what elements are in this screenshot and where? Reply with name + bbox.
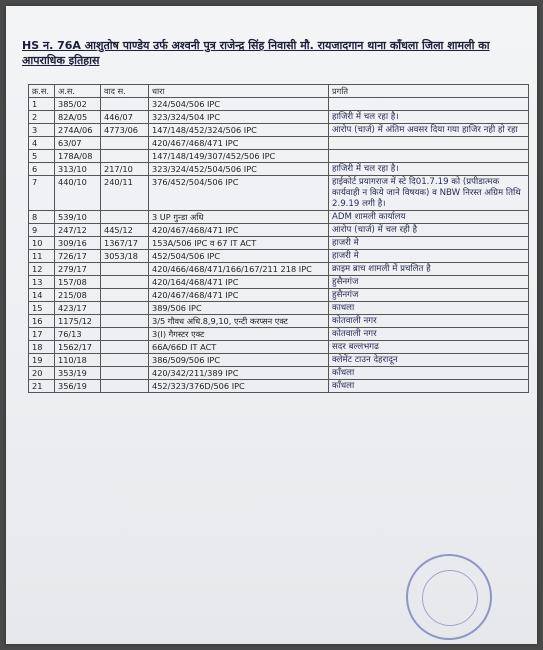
official-seal	[406, 554, 492, 640]
row-serial: 19	[29, 354, 55, 367]
table-row	[29, 380, 529, 393]
row-suit-number	[101, 150, 149, 163]
row-sections: 420/466/468/471/166/167/211 218 IPC	[149, 263, 329, 276]
row-serial: 6	[29, 163, 55, 176]
row-serial: 8	[29, 211, 55, 224]
row-case-number: 110/18	[55, 354, 101, 367]
row-suit-number	[101, 328, 149, 341]
row-suit-number	[101, 315, 149, 328]
table-row	[29, 98, 529, 111]
row-case-number: 274A/06	[55, 124, 101, 137]
column-header-suit-number: वाद स.	[101, 85, 149, 98]
table-row	[29, 263, 529, 276]
document-page	[6, 6, 537, 644]
row-progress: कोतवाली नगर	[329, 328, 529, 341]
table-row	[29, 137, 529, 150]
row-sections: 452/323/376D/506 IPC	[149, 380, 329, 393]
row-progress: क्राइम ब्राच शामली में प्रचलित है	[329, 263, 529, 276]
row-serial: 18	[29, 341, 55, 354]
row-serial: 11	[29, 250, 55, 263]
table-header-row	[29, 85, 529, 98]
table-row	[29, 302, 529, 315]
column-header-progress: प्रगति	[329, 85, 529, 98]
row-case-number: 279/17	[55, 263, 101, 276]
row-sections: 323/324/504 IPC	[149, 111, 329, 124]
row-serial: 14	[29, 289, 55, 302]
row-progress: सदर बल्लभगढ	[329, 341, 529, 354]
row-progress: काँधला	[329, 380, 529, 393]
row-progress: आरोप (चार्ज) में चल रही है	[329, 224, 529, 237]
row-sections: 147/148/149/307/452/506 IPC	[149, 150, 329, 163]
row-case-number: 356/19	[55, 380, 101, 393]
row-sections: 3/5 गौवध अधि.8,9,10, एन्टी करप्सन एक्ट	[149, 315, 329, 328]
row-suit-number	[101, 211, 149, 224]
table-row	[29, 176, 529, 211]
row-progress	[329, 98, 529, 111]
table-row	[29, 276, 529, 289]
row-case-number: 726/17	[55, 250, 101, 263]
column-header-sections: धारा	[149, 85, 329, 98]
row-serial: 16	[29, 315, 55, 328]
row-sections: 323/324/452/504/506 IPC	[149, 163, 329, 176]
row-case-number: 539/10	[55, 211, 101, 224]
column-header-case-number: अ.स.	[55, 85, 101, 98]
row-case-number: 423/17	[55, 302, 101, 315]
row-serial: 20	[29, 367, 55, 380]
row-sections: 420/467/468/471 IPC	[149, 224, 329, 237]
table-row	[29, 163, 529, 176]
table-row	[29, 250, 529, 263]
row-progress: हाईकोर्ट प्रयागराज में स्टे दि01.7.19 को (प्रपीडात्मक कार्यवाही न किये जाने विषयक) व NBW निरस्त अग्रिम तिथि 2.9.19 लगी है।	[329, 176, 529, 211]
row-case-number: 247/12	[55, 224, 101, 237]
row-suit-number: 240/11	[101, 176, 149, 211]
row-progress: हाजिरी में चल रहा है।	[329, 111, 529, 124]
row-case-number: 215/08	[55, 289, 101, 302]
row-sections: 147/148/452/324/506 IPC	[149, 124, 329, 137]
row-progress: हाजिरी में चल रहा है।	[329, 163, 529, 176]
criminal-history-table	[28, 84, 529, 393]
row-suit-number	[101, 289, 149, 302]
table-row	[29, 111, 529, 124]
row-suit-number: 446/07	[101, 111, 149, 124]
document-heading: HS न. 76A आशुतोष पाण्डेय उर्फ अश्वनी पुत्र राजेन्द्र सिंह निवासी मौ. रायजादगान थाना काँधला जिला शामली का आपराधिक इतिहास	[22, 39, 490, 67]
row-sections: 386/509/506 IPC	[149, 354, 329, 367]
row-case-number: 178A/08	[55, 150, 101, 163]
table-row	[29, 341, 529, 354]
row-progress: काँधला	[329, 367, 529, 380]
row-progress: हाजरी मे	[329, 250, 529, 263]
row-sections: 3 UP गुन्डा अधि	[149, 211, 329, 224]
row-suit-number: 217/10	[101, 163, 149, 176]
row-case-number: 313/10	[55, 163, 101, 176]
row-serial: 15	[29, 302, 55, 315]
row-suit-number	[101, 98, 149, 111]
row-suit-number	[101, 263, 149, 276]
row-progress: हाजरी मे	[329, 237, 529, 250]
official-seal-inner-ring	[422, 570, 478, 626]
row-case-number: 1175/12	[55, 315, 101, 328]
row-suit-number	[101, 137, 149, 150]
row-sections: 389/506 IPC	[149, 302, 329, 315]
row-case-number: 157/08	[55, 276, 101, 289]
row-sections: 420/342/211/389 IPC	[149, 367, 329, 380]
table-row	[29, 150, 529, 163]
row-case-number: 385/02	[55, 98, 101, 111]
row-suit-number	[101, 276, 149, 289]
row-progress: कोतवाली नगर	[329, 315, 529, 328]
table-row	[29, 367, 529, 380]
row-case-number: 82A/05	[55, 111, 101, 124]
table-row	[29, 211, 529, 224]
row-case-number: 63/07	[55, 137, 101, 150]
row-progress	[329, 150, 529, 163]
row-sections: 66A/66D IT ACT	[149, 341, 329, 354]
row-progress	[329, 137, 529, 150]
table-row	[29, 315, 529, 328]
row-case-number: 76/13	[55, 328, 101, 341]
column-header-serial: क्र.स.	[29, 85, 55, 98]
row-progress: काधला	[329, 302, 529, 315]
table-row	[29, 328, 529, 341]
table-row	[29, 124, 529, 137]
row-suit-number	[101, 341, 149, 354]
row-progress: हुसैनगंज	[329, 276, 529, 289]
row-sections: 420/164/468/471 IPC	[149, 276, 329, 289]
row-case-number: 1562/17	[55, 341, 101, 354]
row-serial: 12	[29, 263, 55, 276]
row-sections: 420/467/468/471 IPC	[149, 137, 329, 150]
table-row	[29, 289, 529, 302]
row-sections: 3(I) गैगस्टर एक्ट	[149, 328, 329, 341]
row-suit-number	[101, 367, 149, 380]
row-sections: 324/504/506 IPC	[149, 98, 329, 111]
row-serial: 4	[29, 137, 55, 150]
row-serial: 5	[29, 150, 55, 163]
row-serial: 7	[29, 176, 55, 211]
row-sections: 153A/506 IPC व 67 IT ACT	[149, 237, 329, 250]
row-case-number: 309/16	[55, 237, 101, 250]
row-serial: 9	[29, 224, 55, 237]
row-serial: 10	[29, 237, 55, 250]
row-serial: 21	[29, 380, 55, 393]
table-row	[29, 354, 529, 367]
row-progress: आरोप (चार्ज) में अंतिम अवसर दिया गया हाजिर नही हो रहा	[329, 124, 529, 137]
row-serial: 17	[29, 328, 55, 341]
row-serial: 3	[29, 124, 55, 137]
row-suit-number: 4773/06	[101, 124, 149, 137]
row-case-number: 353/19	[55, 367, 101, 380]
row-serial: 13	[29, 276, 55, 289]
row-case-number: 440/10	[55, 176, 101, 211]
table-row	[29, 237, 529, 250]
row-serial: 1	[29, 98, 55, 111]
table-row	[29, 224, 529, 237]
row-sections: 376/452/504/506 IPC	[149, 176, 329, 211]
row-suit-number	[101, 302, 149, 315]
row-suit-number	[101, 354, 149, 367]
row-suit-number: 3053/18	[101, 250, 149, 263]
row-progress: क्लेमेंट टाउन देहरादून	[329, 354, 529, 367]
row-suit-number: 1367/17	[101, 237, 149, 250]
row-serial: 2	[29, 111, 55, 124]
row-suit-number: 445/12	[101, 224, 149, 237]
row-sections: 420/467/468/471 IPC	[149, 289, 329, 302]
row-progress: ADM शामली कार्यालय	[329, 211, 529, 224]
row-sections: 452/504/506 IPC	[149, 250, 329, 263]
row-progress: हुसैनगंज	[329, 289, 529, 302]
row-suit-number	[101, 380, 149, 393]
